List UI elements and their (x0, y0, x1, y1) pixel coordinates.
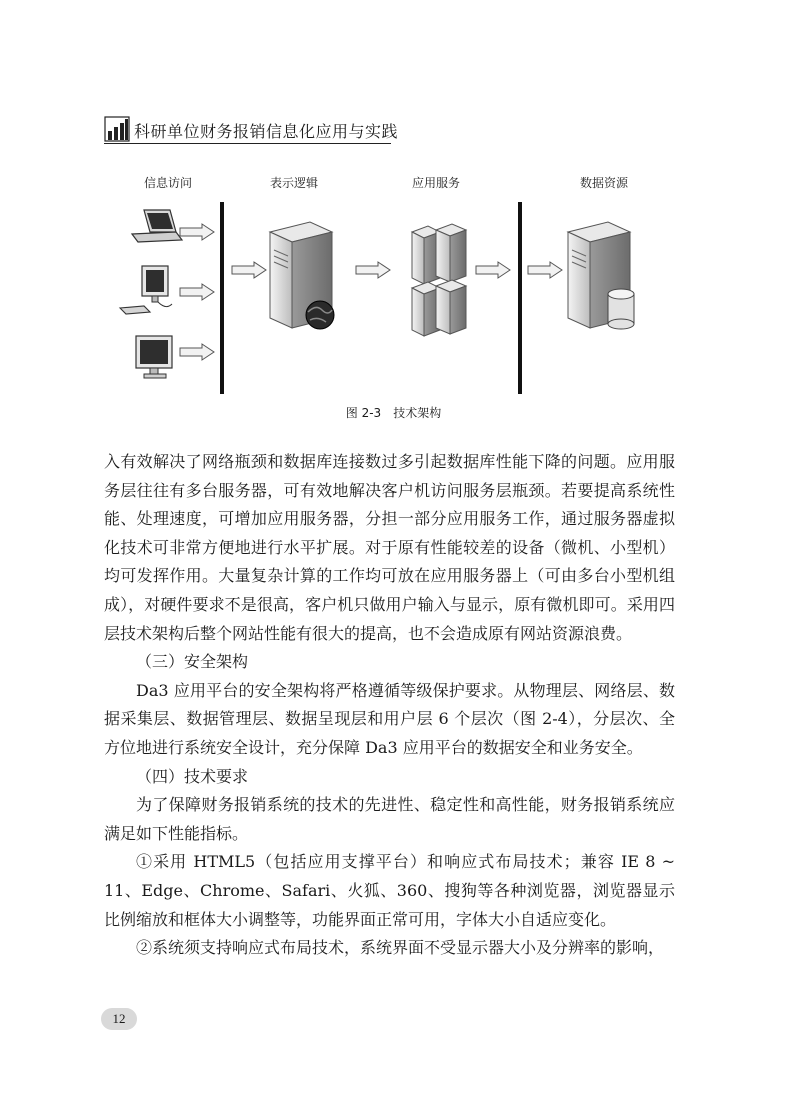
architecture-diagram (110, 170, 680, 400)
header-divider (104, 143, 391, 144)
running-header (104, 116, 399, 146)
tier-divider (518, 202, 522, 394)
bar-chart-icon (104, 116, 130, 142)
database-server-icon (568, 222, 634, 329)
paragraph: ①采用 HTML5（包括应用支撑平台）和响应式布局技术；兼容 IE 8 ~ 11、Edge、Chrome、Safari、火狐、360、搜狗等各种浏览器，浏览器显示比例缩放和框体大小调整等，功能界面正常可用，字体大小自适应变化。 (104, 852, 675, 929)
desktop-pc-icon (120, 266, 172, 314)
column-label-data: 数据资源 (579, 176, 629, 190)
book-title: 科研单位财务报销信息化应用与实践 (134, 122, 399, 141)
column-label-app-service: 应用服务 (411, 176, 461, 190)
laptop-icon (132, 210, 182, 242)
monitor-icon (136, 336, 172, 378)
page-number: 12 (101, 1008, 137, 1030)
column-label-access: 信息访问 (143, 176, 193, 190)
section-heading: （三）安全架构 (136, 652, 249, 672)
tier-divider (220, 202, 224, 394)
section-heading: （四）技术要求 (136, 766, 249, 786)
app-server-cluster-icon (412, 224, 466, 336)
figure-caption: 图 2-3 技术架构 (345, 406, 442, 420)
paragraph: Da3 应用平台的安全架构将严格遵循等级保护要求。从物理层、网络层、数据采集层、数据管理层、数据呈现层和用户层 6 个层次（图 2-4），分层次、全方位地进行系统安全设计，充分保障 Da3 应用平台的数据安全和业务安全。 (104, 680, 675, 757)
paragraph: ②系统须支持响应式布局技术，系统界面不受显示器大小及分辨率的影响， (136, 938, 665, 958)
column-label-presentation: 表示逻辑 (269, 176, 319, 190)
paragraph: 为了保障财务报销系统的技术的先进性、稳定性和高性能，财务报销系统应满足如下性能指标。 (104, 795, 675, 843)
web-server-icon (270, 222, 334, 329)
body-text (104, 448, 675, 963)
paragraph: 入有效解决了网络瓶颈和数据库连接数过多引起数据库性能下降的问题。应用服务层往往有多台服务器，可有效地解决客户机访问服务层瓶颈。若要提高系统性能、处理速度，可增加应用服务器，分担一部分应用服务工作，通过服务器虚拟化技术可非常方便地进行水平扩展。对于原有性能较差的设备（微机、小型机）均可发挥作用。大量复杂计算的工作均可放在应用服务器上（可由多台小型机组成），对硬件要求不是很高，客户机只做用户输入与显示，原有微机即可。采用四层技术架构后整个网站性能有很大的提高，也不会造成原有网站资源浪费。 (104, 452, 675, 643)
